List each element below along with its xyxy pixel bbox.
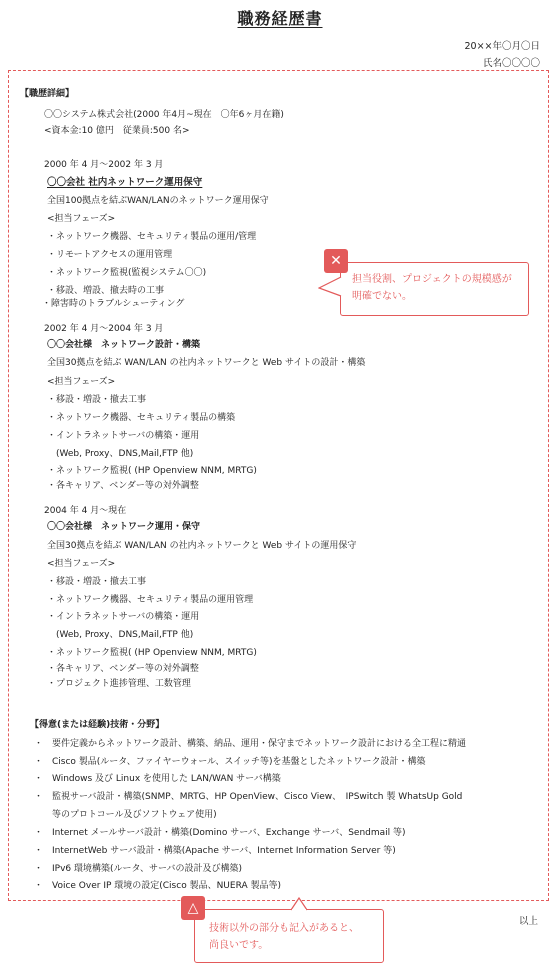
author-name: 氏名〇〇〇〇 — [482, 58, 540, 69]
project-item: ・ネットワーク監視( (HP Openview NNM, MRTG) — [47, 466, 257, 476]
project-item: ・ネットワーク監視(監視システム〇〇) — [47, 268, 207, 278]
triangle-icon: △ — [181, 896, 205, 920]
project-client: 〇〇会社様 ネットワーク運用・保守 — [47, 522, 201, 532]
feedback-callout-neutral — [194, 909, 384, 963]
project-item: ・ネットワーク機器、セキュリティ製品の運用/管理 — [47, 232, 257, 242]
project-item: ・ネットワーク機器、セキュリティ製品の構築 — [47, 413, 236, 423]
skill-item: ・ InternetWeb サーバ設計・構築(Apache サーバ、Internet Information Server 等) — [34, 846, 396, 856]
callout-pointer — [290, 897, 312, 911]
project-item: ・プロジェクト進捗管理、工数管理 — [47, 679, 191, 689]
skill-item: 等のプロトコール及びソフトウェア使用) — [34, 810, 217, 820]
company-line: 〇〇システム株式会社(2000 年4月~現在 〇年6ヶ月在籍) — [44, 110, 284, 120]
project-period: 2002 年 4 月〜2004 年 3 月 — [44, 324, 164, 334]
project-desc: 全国30拠点を結ぶ WAN/LAN の社内ネットワークと Web サイトの運用保守 — [47, 541, 357, 551]
project-desc: 全国100拠点を結ぶWAN/LANのネットワーク運用保守 — [47, 196, 269, 206]
project-item: ・移設・増設・撤去工事 — [47, 395, 147, 405]
project-item: ・ネットワーク監視( (HP Openview NNM, MRTG) — [47, 648, 257, 658]
skill-item: ・ Cisco 製品(ルータ、ファイヤーウォール、スイッチ等)を基盤としたネットワーク設計・構築 — [34, 757, 426, 767]
skill-item: ・ Voice Over IP 環境の設定(Cisco 製品、NUERA 製品等) — [34, 881, 281, 891]
closing-mark: 以上 — [518, 916, 538, 927]
project-period: 2004 年 4 月〜現在 — [44, 506, 127, 516]
project-phase-label: <担当フェーズ> — [47, 377, 116, 387]
skill-item: ・ 要件定義からネットワーク設計、構築、納品、運用・保守までネットワーク設計における全工程に精通 — [34, 739, 467, 749]
project-period: 2000 年 4 月〜2002 年 3 月 — [44, 160, 164, 170]
project-client: 〇〇会社様 ネットワーク設計・構築 — [47, 340, 201, 350]
project-item: ・ネットワーク機器、セキュリティ製品の運用管理 — [47, 595, 254, 605]
project-item: (Web, Proxy、DNS,Mail,FTP 他) — [47, 449, 194, 459]
cross-icon: ✕ — [324, 249, 348, 273]
callout-pointer — [318, 276, 342, 298]
project-item: ・移設、増設、撤去時の工事 — [47, 286, 165, 296]
feedback-callout-negative — [340, 262, 529, 316]
project-item: ・各キャリア、ベンダー等の対外調整 — [47, 664, 199, 674]
project-phase-label: <担当フェーズ> — [47, 214, 116, 224]
project-desc: 全国30拠点を結ぶ WAN/LAN の社内ネットワークと Web サイトの設計・構築 — [47, 358, 366, 368]
project-item: ・各キャリア、ベンダー等の対外調整 — [47, 481, 199, 491]
skills-heading: 【得意(または経験)技術・分野】 — [30, 720, 165, 730]
cross-icon-wrap — [324, 249, 350, 275]
document-title: 職務経歴書 — [237, 9, 323, 28]
callout-text: 担当役割、プロジェクトの規模感が 明確でない。 — [352, 274, 512, 302]
project-item: ・リモートアクセスの運用管理 — [47, 250, 173, 260]
callout-text: 技術以外の部分も記入があると、 尚良いです。 — [209, 923, 359, 951]
skill-item: ・ IPv6 環境構築(ルータ、サーバの設計及び構築) — [34, 864, 243, 874]
skill-item: ・ 監視サーバ設計・構築(SNMP、MRTG、HP OpenView、Cisco View、 IPSwitch 製 WhatsUp Gold — [34, 792, 463, 802]
project-item: ・イントラネットサーバの構築・運用 — [47, 612, 200, 622]
project-item: ・移設・増設・撤去工事 — [47, 577, 147, 587]
document-date: 20××年〇月〇日 — [464, 41, 540, 52]
skill-item: ・ Windows 及び Linux を使用した LAN/WAN サーバ構築 — [34, 774, 281, 784]
company-info: <資本金:10 億円 従業員:500 名> — [44, 126, 190, 136]
triangle-icon-wrap — [181, 896, 207, 922]
project-item: (Web, Proxy、DNS,Mail,FTP 他) — [47, 630, 194, 640]
career-heading: 【職歴詳細】 — [20, 89, 75, 99]
skill-item: ・ Internet メールサーバ設計・構築(Domino サーバ、Exchange サーバ、Sendmail 等) — [34, 828, 406, 838]
project-client: 〇〇会社 社内ネットワーク運用保守 — [47, 177, 203, 188]
project-phase-label: <担当フェーズ> — [47, 559, 116, 569]
project-item: ・イントラネットサーバの構築・運用 — [47, 431, 200, 441]
project-item: ・障害時のトラブルシューティング — [42, 299, 185, 309]
